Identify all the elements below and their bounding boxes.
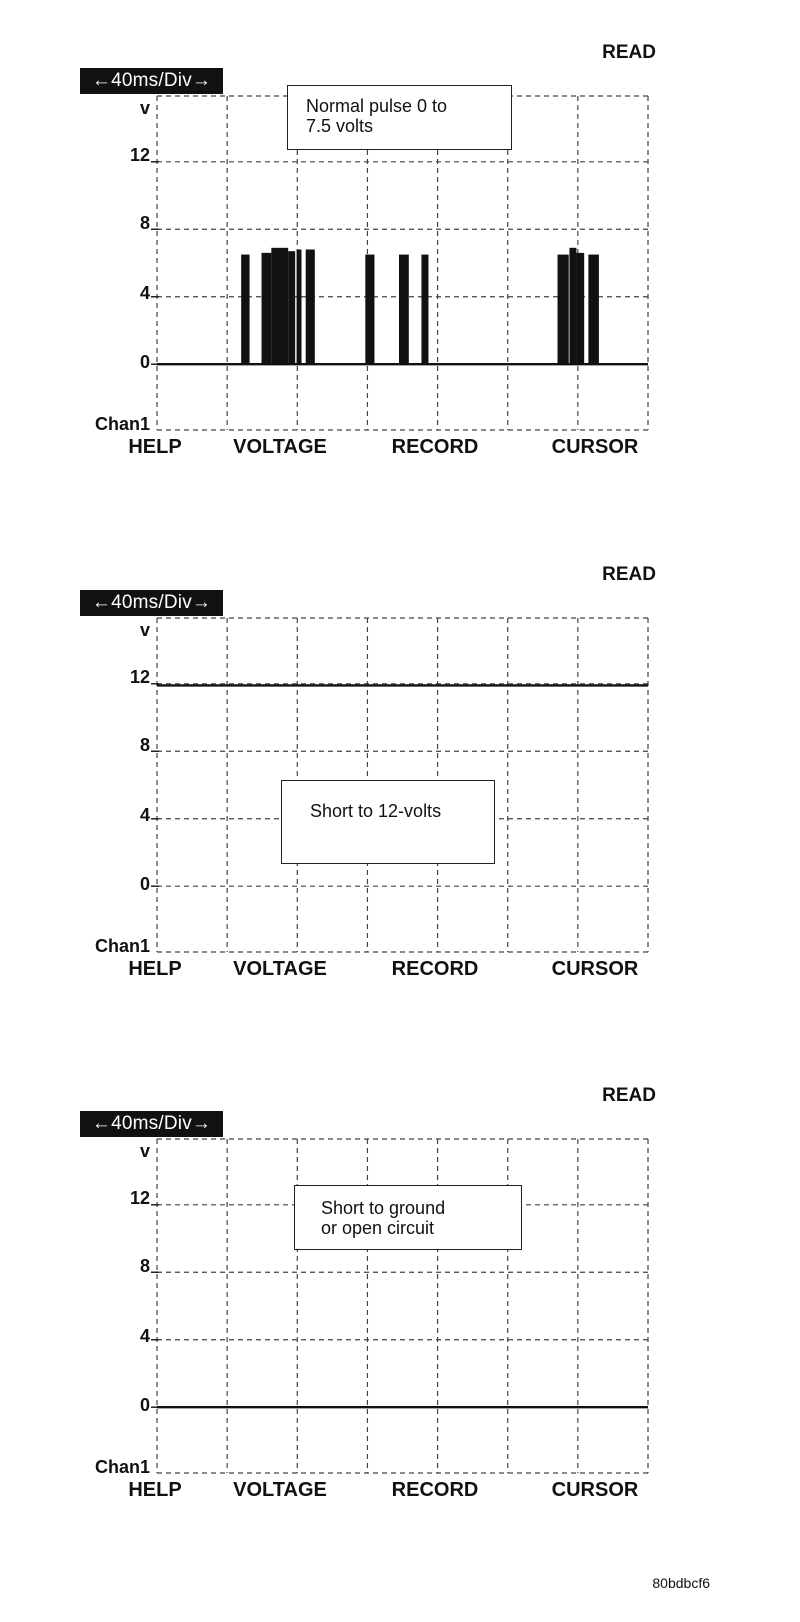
y-tick-4: 4 [139, 805, 150, 825]
softkey-cursor[interactable]: CURSOR [551, 436, 639, 458]
timebase-label: ←40ms/Div→ [80, 590, 223, 616]
y-tick-12: 12 [129, 145, 150, 165]
callout-line-1: Normal pulse 0 to [306, 96, 448, 116]
read-label: READ [602, 564, 656, 585]
softkey-voltage[interactable]: VOLTAGE [233, 436, 327, 458]
callout-line-1: Short to ground [321, 1198, 446, 1218]
y-tick-4: 4 [139, 1326, 150, 1346]
callout-box [281, 780, 495, 864]
softkey-help[interactable]: HELP [128, 1479, 182, 1501]
y-tick-8: 8 [139, 1256, 150, 1276]
figure-id: 80bdbcf6 [652, 1575, 710, 1591]
trace-pulse [421, 255, 428, 365]
callout-box [287, 85, 512, 150]
softkey-record[interactable]: RECORD [391, 436, 479, 458]
softkey-help[interactable]: HELP [128, 958, 182, 980]
softkey-record[interactable]: RECORD [391, 958, 479, 980]
softkey-cursor[interactable]: CURSOR [551, 958, 639, 980]
scope-screen [0, 522, 800, 992]
channel-label: Chan1 [94, 1457, 150, 1477]
read-label: READ [602, 1085, 656, 1106]
scope-panel-3 [0, 1043, 800, 1513]
callout-line-1: Short to 12-volts [310, 801, 442, 821]
trace-pulse [399, 255, 409, 365]
scope-screen [0, 0, 800, 470]
read-label: READ [602, 42, 656, 63]
y-tick-0: 0 [139, 1395, 150, 1415]
scope-trace [157, 248, 648, 364]
trace-pulse [271, 248, 288, 364]
trace-pulse [558, 255, 569, 365]
scope-panel-1 [0, 0, 800, 470]
y-tick-8: 8 [139, 735, 150, 755]
softkey-voltage[interactable]: VOLTAGE [233, 958, 327, 980]
trace-pulse [241, 255, 249, 365]
y-unit-label: v [139, 1141, 150, 1161]
y-unit-label: v [139, 620, 150, 640]
softkey-record[interactable]: RECORD [391, 1479, 479, 1501]
trace-pulse [297, 250, 302, 365]
y-tick-12: 12 [129, 1188, 150, 1208]
timebase-label: ←40ms/Div→ [80, 1111, 223, 1137]
softkey-help[interactable]: HELP [128, 436, 182, 458]
trace-pulse [576, 253, 584, 364]
y-tick-0: 0 [139, 874, 150, 894]
trace-pulse [365, 255, 374, 365]
softkey-cursor[interactable]: CURSOR [551, 1479, 639, 1501]
callout-box [294, 1185, 522, 1250]
y-tick-12: 12 [129, 667, 150, 687]
y-tick-8: 8 [139, 213, 150, 233]
channel-label: Chan1 [94, 936, 150, 956]
timebase-label: ←40ms/Div→ [80, 68, 223, 94]
y-tick-0: 0 [139, 352, 150, 372]
scope-panel-2 [0, 522, 800, 992]
y-unit-label: v [139, 98, 150, 118]
trace-pulse [288, 251, 295, 364]
y-tick-4: 4 [139, 283, 150, 303]
trace-pulse [569, 248, 576, 364]
trace-pulse [262, 253, 272, 364]
trace-pulse [588, 255, 599, 365]
callout-line-2: 7.5 volts [306, 116, 374, 136]
scope-screen [0, 1043, 800, 1513]
callout-line-2: or open circuit [321, 1218, 435, 1238]
channel-label: Chan1 [94, 414, 150, 434]
softkey-voltage[interactable]: VOLTAGE [233, 1479, 327, 1501]
trace-pulse [306, 250, 315, 365]
